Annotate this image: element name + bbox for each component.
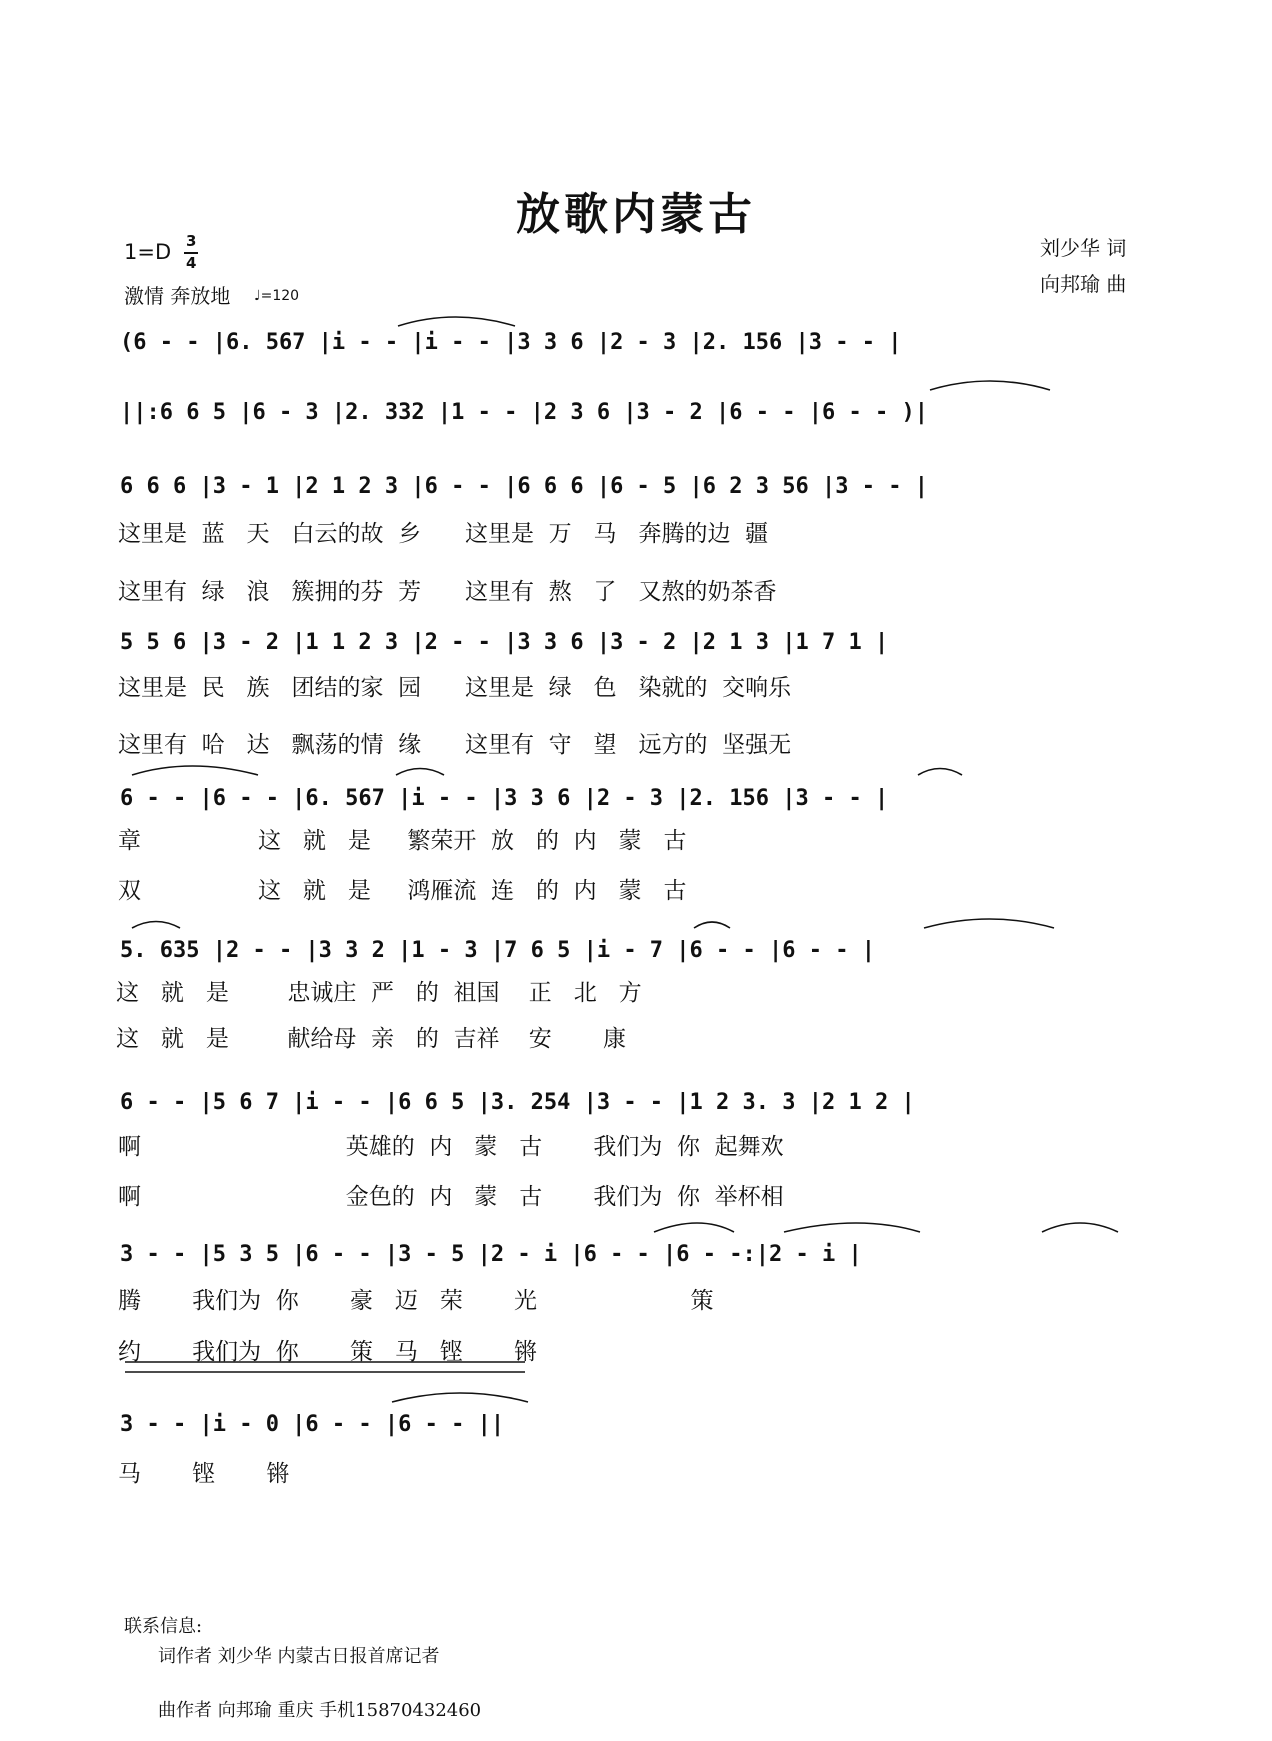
music-system-6-notes: 5. 635 |2 - - |3 3 2 |1 - 3 |7 6 5 |i - 7 |6 - - |6 - - | (120, 938, 875, 963)
music-system-4-notes: 5 5 6 |3 - 2 |1 1 2 3 |2 - - |3 3 6 |3 - 2 |2 1 3 |1 7 1 | (120, 630, 889, 655)
music-system-5-notes: 6 - - |6 - - |6. 567 |i - - |3 3 6 |2 - 3 |2. 156 |3 - - | (120, 786, 889, 811)
lyric-line: 这里有 哈 达 飘荡的情 缘 这里有 守 望 远方的 坚强无 (118, 732, 792, 758)
lyric-line: 这里是 民 族 团结的家 园 这里是 绿 色 染就的 交响乐 (118, 675, 792, 701)
page-title: 放歌内蒙古 (516, 189, 756, 240)
music-system-2-notes: ||:6 6 5 |6 - 3 |2. 332 |1 - - |2 3 6 |3 - 2 |6 - - |6 - - )| (120, 400, 928, 425)
tempo-mark: ♩=120 (254, 288, 300, 304)
lyric-line: 这里是 蓝 天 白云的故 乡 这里是 万 马 奔腾的边 疆 (118, 521, 769, 547)
lyric-line: 章 这 就 是 繁荣开 放 的 内 蒙 古 (118, 828, 687, 854)
composer-credit: 向邦瑜 曲 (1040, 272, 1127, 296)
lyric-line: 约 我们为 你 策 马 铿 锵 (118, 1339, 538, 1365)
music-system-3-notes: 6 6 6 |3 - 1 |2 1 2 3 |6 - - |6 6 6 |6 - 5 |6 2 3 56 |3 - - | (120, 474, 928, 499)
lyric-line: 啊 金色的 内 蒙 古 我们为 你 举杯相 (118, 1184, 784, 1210)
footer-heading: 联系信息: (124, 1616, 203, 1637)
time-signature-top: 3 (186, 232, 197, 250)
lyricist-credit: 刘少华 词 (1040, 236, 1127, 260)
footer-composer-info: 曲作者 向邦瑜 重庆 手机15870432460 (158, 1700, 482, 1721)
music-system-7-notes: 6 - - |5 6 7 |i - - |6 6 5 |3. 254 |3 - - |1 2 3. 3 |2 1 2 | (120, 1090, 915, 1115)
lyric-line: 这里有 绿 浪 簇拥的芬 芳 这里有 熬 了 又熬的奶茶香 (118, 579, 777, 605)
footer-lyricist-info: 词作者 刘少华 内蒙古日报首席记者 (158, 1646, 440, 1667)
lyric-line: 马 铿 锵 (118, 1461, 290, 1487)
lyric-line: 这 就 是 忠诚庄 严 的 祖国 正 北 方 (116, 980, 642, 1006)
lyric-line: 啊 英雄的 内 蒙 古 我们为 你 起舞欢 (118, 1134, 784, 1160)
tempo-text: 激情 奔放地 (124, 284, 231, 308)
key-signature: 1=D (124, 240, 172, 264)
music-system-8-notes: 3 - - |5 3 5 |6 - - |3 - 5 |2 - i |6 - - |6 - -:|2 - i | (120, 1242, 862, 1267)
music-system-9-notes: 3 - - |i - 0 |6 - - |6 - - || (120, 1412, 505, 1437)
lyric-line: 腾 我们为 你 豪 迈 荣 光 策 (118, 1288, 714, 1314)
time-signature-bottom: 4 (186, 254, 197, 272)
lyric-line: 这 就 是 献给母 亲 的 吉祥 安 康 (116, 1026, 626, 1052)
lyric-line: 双 这 就 是 鸿雁流 连 的 内 蒙 古 (118, 878, 687, 904)
music-system-1-notes: (6 - - |6. 567 |i - - |i - - |3 3 6 |2 - 3 |2. 156 |3 - - | (120, 330, 902, 355)
